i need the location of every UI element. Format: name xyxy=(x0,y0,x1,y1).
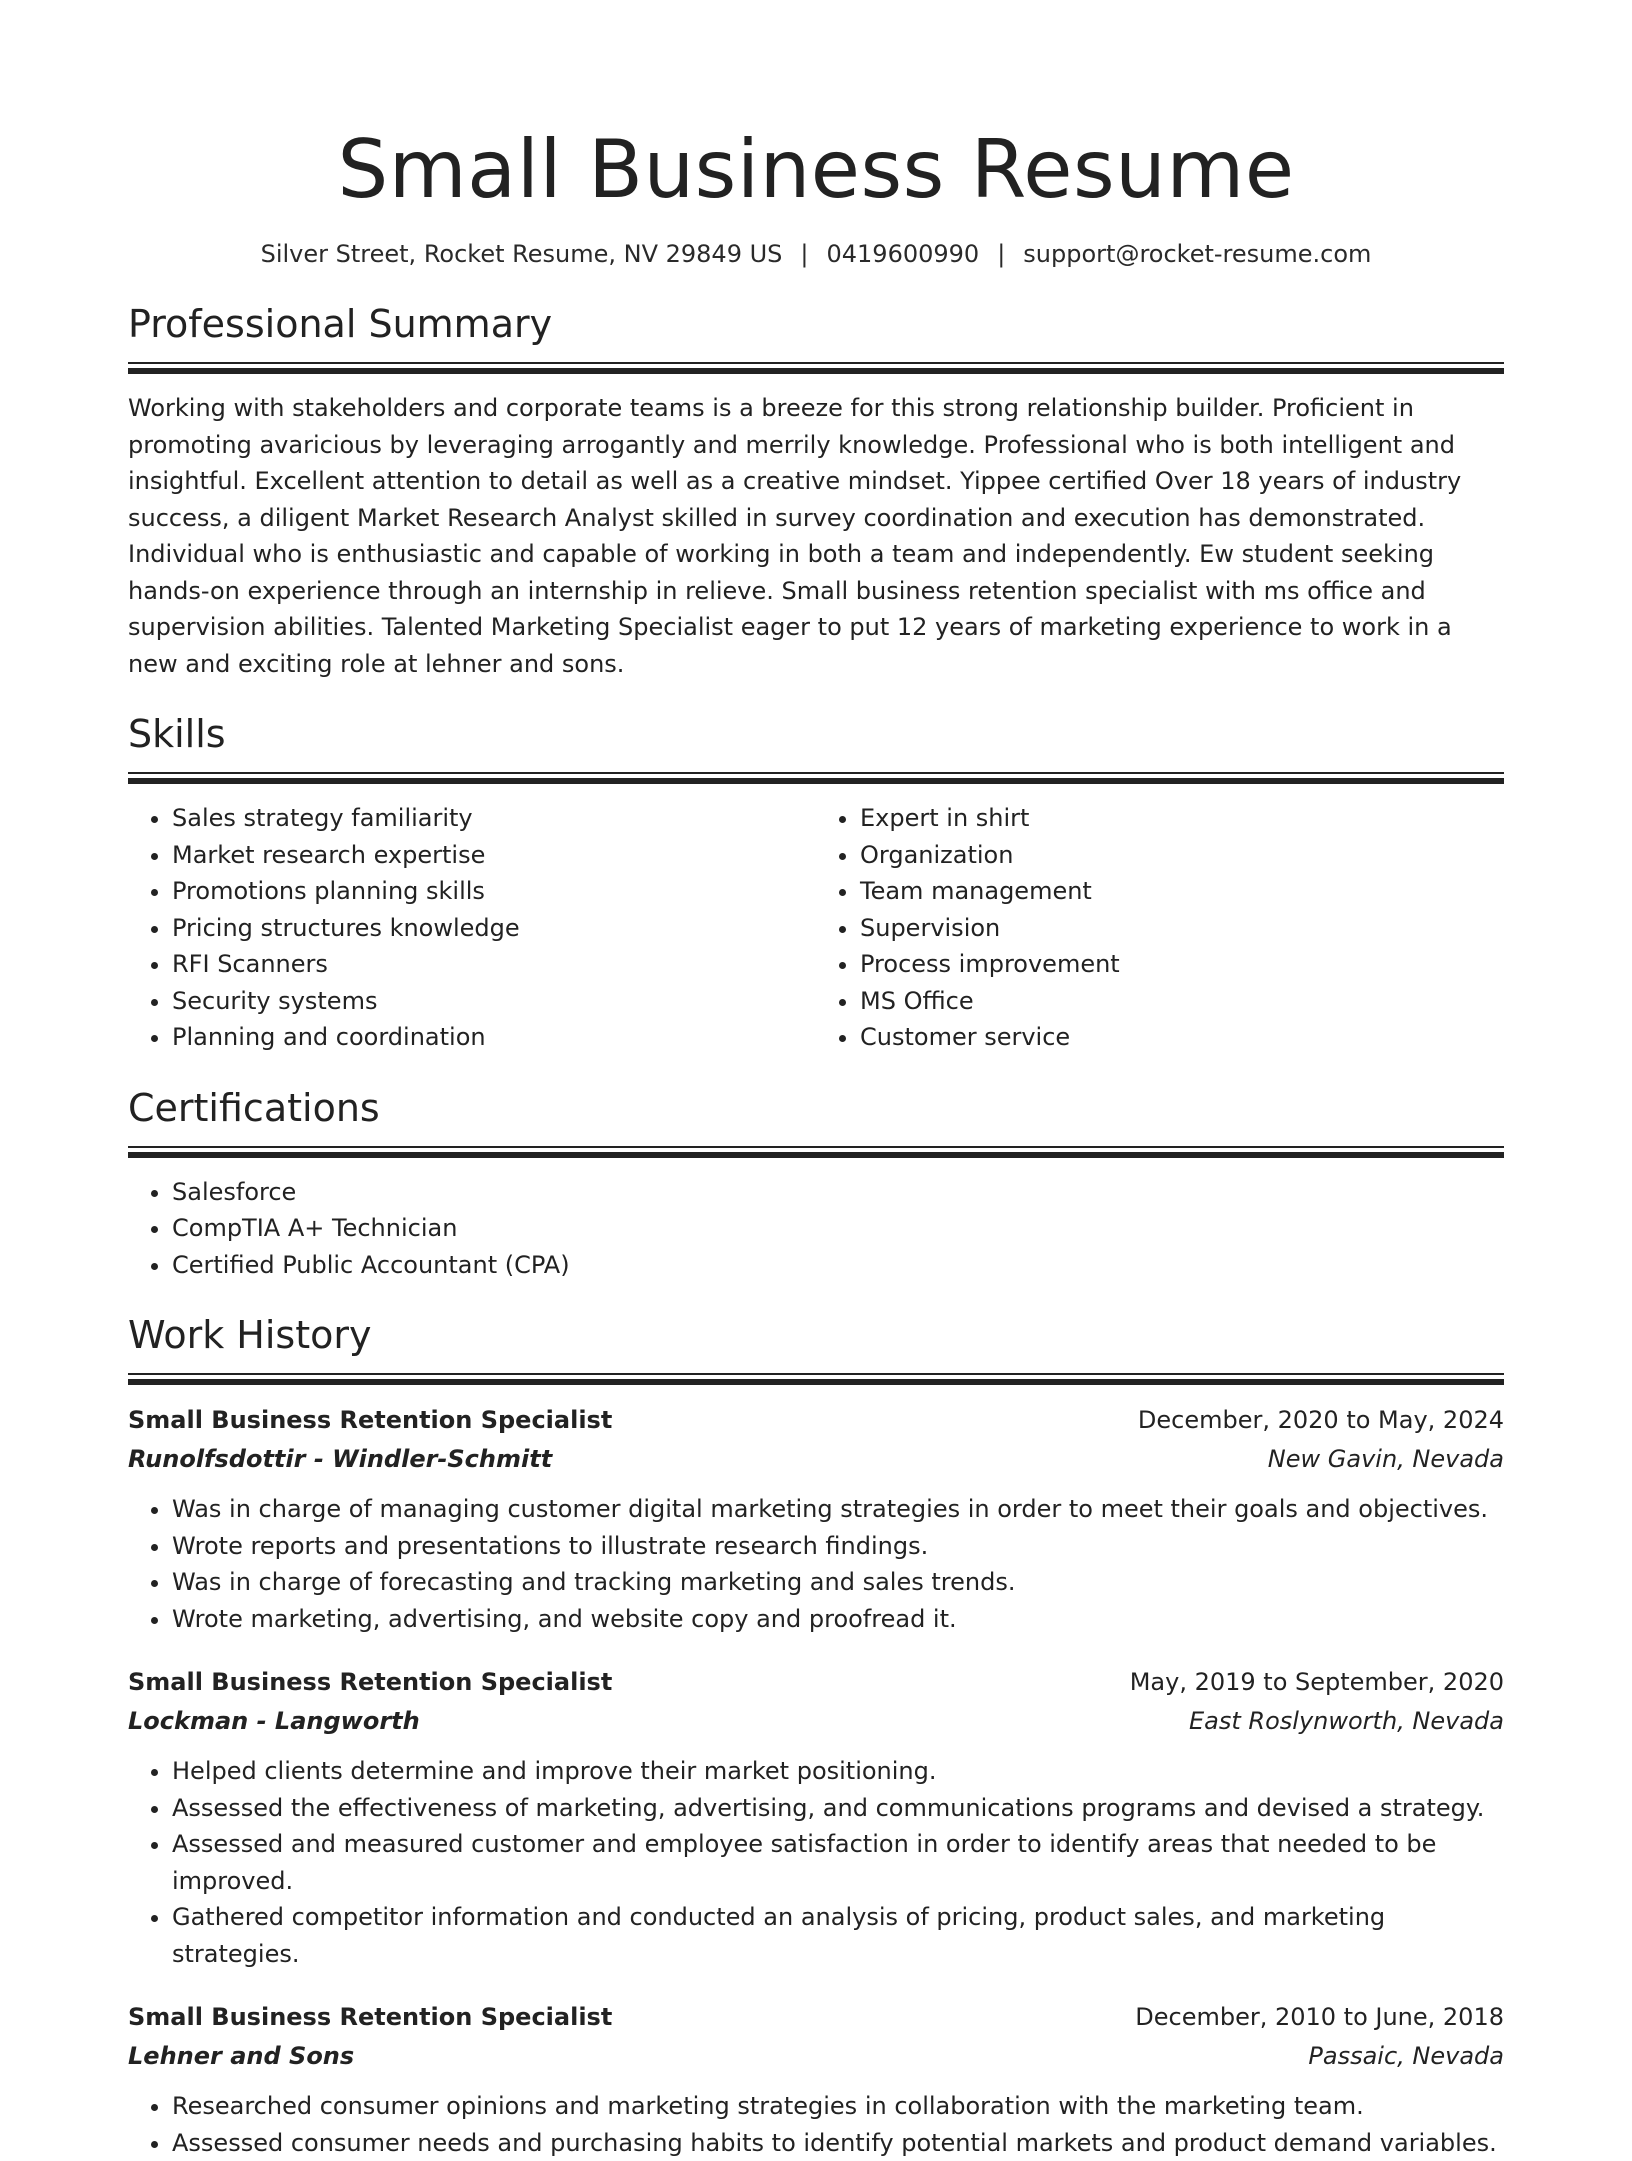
job-duty: • Was in charge of forecasting and tracking marketing and sales trends. xyxy=(172,1564,1504,1601)
resume-page xyxy=(128,0,1504,2161)
job-duty: • Wrote reports and presentations to illustrate research findings. xyxy=(172,1528,1504,1565)
section-divider xyxy=(128,772,1504,784)
skill-item: • Planning and coordination xyxy=(172,1019,816,1056)
job-location: East Roslynworth, Nevada xyxy=(1189,1702,1504,1741)
work-history-heading: Work History xyxy=(128,1311,1504,1373)
certification-item: • Salesforce xyxy=(172,1174,1504,1211)
job-title: Small Business Retention Specialist xyxy=(128,1401,612,1440)
job-duties-list xyxy=(128,2088,1504,2161)
skill-item: • Team management xyxy=(860,873,1504,910)
skill-item: • Supervision xyxy=(860,910,1504,947)
certification-item: • CompTIA A+ Technician xyxy=(172,1210,1504,1247)
job-header-row xyxy=(128,1401,1504,1440)
job-header-row xyxy=(128,1663,1504,1702)
skills-list-right xyxy=(816,800,1504,1056)
certifications-list xyxy=(128,1174,1504,1284)
job-header-row xyxy=(128,1998,1504,2037)
job-company: Runolfsdottir - Windler-Schmitt xyxy=(128,1440,552,1479)
job-duties-list xyxy=(128,1491,1504,1637)
job-dates: December, 2010 to June, 2018 xyxy=(1135,1998,1504,2037)
job-subheader-row xyxy=(128,1440,1504,1479)
summary-section xyxy=(128,300,1504,682)
job-entry xyxy=(128,1663,1504,1972)
job-company: Lehner and Sons xyxy=(128,2037,354,2076)
contact-line xyxy=(128,236,1504,272)
skill-item: • Pricing structures knowledge xyxy=(172,910,816,947)
skill-item: • Promotions planning skills xyxy=(172,873,816,910)
summary-heading: Professional Summary xyxy=(128,300,1504,362)
job-dates: May, 2019 to September, 2020 xyxy=(1130,1663,1504,1702)
certifications-section xyxy=(128,1084,1504,1284)
skill-item: • Sales strategy familiarity xyxy=(172,800,816,837)
summary-text: Working with stakeholders and corporate teams is a breeze for this strong relationship builder. Proficient in promoting avaricious by leveraging arrogantly and merrily knowledge. Professional who is both intelligent and insightful. Excellent attention to detail as well as a creative mindset. Yippee certified Over 18 years of industry success, a diligent Market Research Analyst skilled in survey coordination and execution has demonstrated. Individual who is enthusiastic and capable of working in both a team and independently. Ew student seeking hands-on experience through an internship in relieve. Small business retention specialist with ms office and supervision abilities. Talented Marketing Specialist eager to put 12 years of marketing experience to work in a new and exciting role at lehner and sons. xyxy=(128,390,1504,682)
section-divider xyxy=(128,362,1504,374)
skill-item: • Customer service xyxy=(860,1019,1504,1056)
skills-list-left xyxy=(128,800,816,1056)
skill-item: • RFI Scanners xyxy=(172,946,816,983)
job-dates: December, 2020 to May, 2024 xyxy=(1138,1401,1504,1440)
job-subheader-row xyxy=(128,2037,1504,2076)
job-duties-list xyxy=(128,1753,1504,1972)
contact-phone: 0419600990 xyxy=(827,240,980,268)
skills-grid xyxy=(128,800,1504,1056)
job-title: Small Business Retention Specialist xyxy=(128,1663,612,1702)
skill-item: • Market research expertise xyxy=(172,837,816,874)
job-duty: • Researched consumer opinions and marketing strategies in collaboration with the marketing team. xyxy=(172,2088,1504,2125)
job-subheader-row xyxy=(128,1702,1504,1741)
work-history-section xyxy=(128,1311,1504,2161)
contact-address: Silver Street, Rocket Resume, NV 29849 US xyxy=(261,240,783,268)
job-duty: • Assessed consumer needs and purchasing habits to identify potential markets and product demand variables. xyxy=(172,2125,1504,2161)
job-duty: • Helped clients determine and improve their market positioning. xyxy=(172,1753,1504,1790)
job-duty: • Assessed and measured customer and employee satisfaction in order to identify areas that needed to be improved. xyxy=(172,1826,1504,1899)
section-divider xyxy=(128,1146,1504,1158)
skills-heading: Skills xyxy=(128,710,1504,772)
job-duty: • Wrote marketing, advertising, and website copy and proofread it. xyxy=(172,1601,1504,1638)
section-divider xyxy=(128,1373,1504,1385)
job-entry xyxy=(128,1401,1504,1637)
job-duty: • Assessed the effectiveness of marketing, advertising, and communications programs and devised a strategy. xyxy=(172,1790,1504,1827)
contact-separator: | xyxy=(979,240,1023,268)
job-duty: • Was in charge of managing customer digital marketing strategies in order to meet their goals and objectives. xyxy=(172,1491,1504,1528)
skill-item: • Organization xyxy=(860,837,1504,874)
certifications-heading: Certifications xyxy=(128,1084,1504,1146)
skills-section xyxy=(128,710,1504,1056)
skill-item: • Process improvement xyxy=(860,946,1504,983)
contact-email[interactable]: support@rocket-resume.com xyxy=(1023,240,1371,268)
certification-item: • Certified Public Accountant (CPA) xyxy=(172,1247,1504,1284)
contact-separator: | xyxy=(782,240,826,268)
skill-item: • Security systems xyxy=(172,983,816,1020)
job-entry xyxy=(128,1998,1504,2161)
job-company: Lockman - Langworth xyxy=(128,1702,420,1741)
resume-title: Small Business Resume xyxy=(128,0,1504,220)
job-title: Small Business Retention Specialist xyxy=(128,1998,612,2037)
skill-item: • MS Office xyxy=(860,983,1504,1020)
job-location: New Gavin, Nevada xyxy=(1268,1440,1504,1479)
job-location: Passaic, Nevada xyxy=(1308,2037,1504,2076)
job-duty: • Gathered competitor information and conducted an analysis of pricing, product sales, and marketing strategies. xyxy=(172,1899,1504,1972)
skill-item: • Expert in shirt xyxy=(860,800,1504,837)
